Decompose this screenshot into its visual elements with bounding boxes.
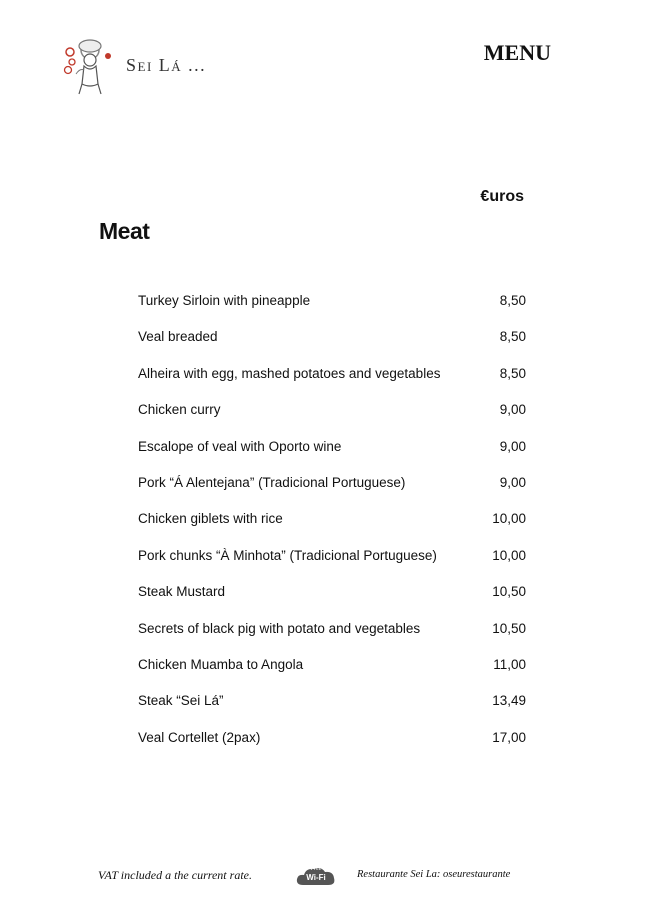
list-item bbox=[138, 693, 526, 729]
item-price: 10,50 bbox=[492, 620, 526, 636]
currency-label: €uros bbox=[480, 188, 524, 205]
restaurant-logo bbox=[60, 38, 260, 98]
item-name: Veal breaded bbox=[138, 329, 218, 345]
item-price: 17,00 bbox=[492, 729, 526, 745]
list-item bbox=[138, 366, 526, 402]
item-price: 8,50 bbox=[499, 365, 526, 381]
menu-item-list bbox=[138, 293, 526, 766]
footer bbox=[0, 866, 650, 890]
item-price: 8,50 bbox=[499, 293, 526, 308]
item-price: 9,00 bbox=[499, 402, 526, 418]
list-item bbox=[138, 657, 526, 693]
logo-text: Sei Lá ... bbox=[126, 55, 207, 75]
item-name: Chicken curry bbox=[138, 402, 221, 418]
list-item bbox=[138, 621, 526, 657]
chef-logo-icon bbox=[60, 38, 120, 98]
section-title: Meat bbox=[99, 218, 150, 244]
item-price: 10,00 bbox=[492, 547, 526, 563]
list-item bbox=[138, 402, 526, 438]
item-price: 8,50 bbox=[499, 329, 526, 345]
item-name: Chicken Muamba to Angola bbox=[138, 656, 304, 672]
list-item bbox=[138, 730, 526, 766]
list-item bbox=[138, 329, 526, 365]
item-name: Steak “Sei Lá” bbox=[138, 693, 224, 709]
item-name: Pork chunks “À Minhota” (Tradicional Portuguese) bbox=[138, 547, 437, 563]
item-price: 10,00 bbox=[492, 511, 526, 527]
item-price: 9,00 bbox=[499, 474, 526, 490]
item-price: 9,00 bbox=[499, 438, 526, 454]
list-item bbox=[138, 511, 526, 547]
wifi-free-label: Free bbox=[310, 866, 322, 872]
item-name: Alheira with egg, mashed potatoes and vegetables bbox=[138, 365, 441, 381]
item-name: Secrets of black pig with potato and vegetables bbox=[138, 620, 421, 636]
list-item bbox=[138, 293, 526, 329]
item-name: Steak Mustard bbox=[138, 584, 226, 600]
item-price: 10,50 bbox=[492, 584, 526, 600]
item-name: Veal Cortellet (2pax) bbox=[138, 729, 261, 745]
restaurant-note: Restaurante Sei La: oseurestaurante bbox=[357, 869, 511, 880]
item-name: Escalope of veal with Oporto wine bbox=[138, 438, 342, 454]
page-title: MENU bbox=[483, 40, 551, 65]
list-item bbox=[138, 584, 526, 620]
vat-note: VAT included a the current rate. bbox=[98, 868, 252, 882]
list-item bbox=[138, 439, 526, 475]
wifi-cloud-icon bbox=[295, 865, 337, 887]
item-price: 11,00 bbox=[493, 656, 526, 672]
list-item bbox=[138, 548, 526, 584]
item-name: Chicken giblets with rice bbox=[138, 511, 283, 527]
item-name: Turkey Sirloin with pineapple bbox=[138, 293, 311, 308]
item-name: Pork “Á Alentejana” (Tradicional Portuguese) bbox=[138, 474, 406, 490]
list-item bbox=[138, 475, 526, 511]
wifi-label: Wi-Fi bbox=[306, 873, 326, 882]
item-price: 13,49 bbox=[492, 693, 526, 709]
